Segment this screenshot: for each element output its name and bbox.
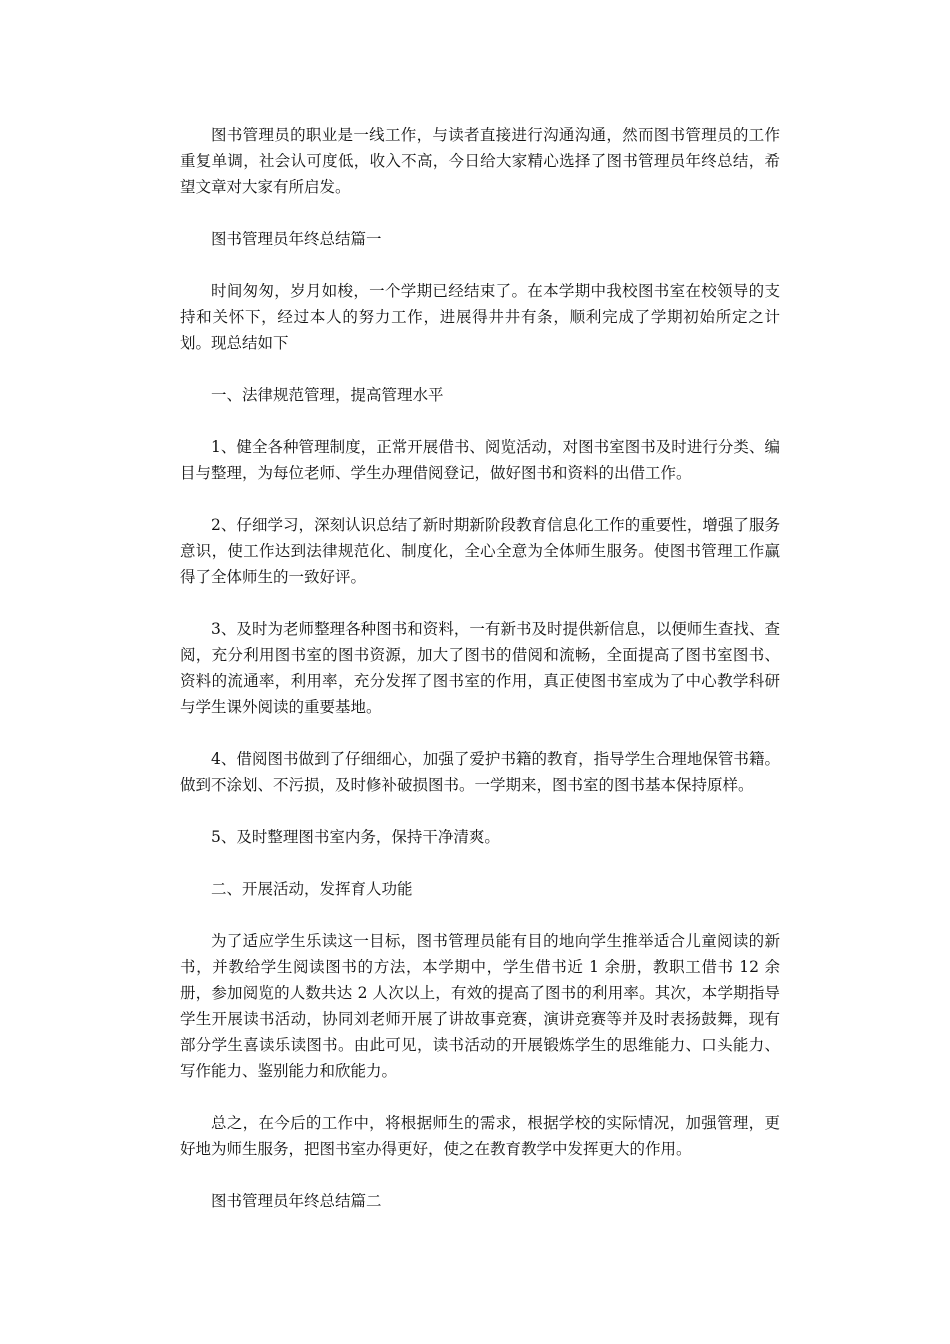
item-2-paragraph: 2、仔细学习，深刻认识总结了新时期新阶段教育信息化工作的重要性，增强了服务意识，使工作达到法律规范化、制度化，全心全意为全体师生服务。使图书管理工作赢得了全体师生的一致好评。 <box>180 516 780 586</box>
item-5-paragraph: 5、及时整理图书室内务，保持干净清爽。 <box>211 828 500 846</box>
section-heading-part-two: 图书管理员年终总结篇二 <box>211 1192 382 1210</box>
item-3-paragraph: 3、及时为老师整理各种图书和资料，一有新书及时提供新信息，以便师生查找、查阅，充分利用图书室的图书资源，加大了图书的借阅和流畅，全面提高了图书室图书、资料的流通率，利用率，充分发挥了图书室的作用，真正使图书室成为了中心教学科研与学生课外阅读的重要基地。 <box>180 620 780 716</box>
intro-paragraph: 图书管理员的职业是一线工作，与读者直接进行沟通沟通，然而图书管理员的工作重复单调，社会认可度低，收入不高，今日给大家精心选择了图书管理员年终总结，希望文章对大家有所启发。 <box>180 126 780 196</box>
item-1-paragraph: 1、健全各种管理制度，正常开展借书、阅览活动，对图书室图书及时进行分类、编目与整理，为每位老师、学生办理借阅登记，做好图书和资料的出借工作。 <box>180 438 780 482</box>
item-4-paragraph: 4、借阅图书做到了仔细细心，加强了爱护书籍的教育，指导学生合理地保管书籍。做到不涂划、不污损，及时修补破损图书。一学期来，图书室的图书基本保持原样。 <box>180 750 780 794</box>
summary-opening-paragraph: 时间匆匆，岁月如梭，一个学期已经结束了。在本学期中我校图书室在校领导的支持和关怀下，经过本人的努力工作，进展得井井有条，顺利完成了学期初始所定之计划。现总结如下 <box>180 282 780 352</box>
subheading-activities: 二、开展活动，发挥育人功能 <box>211 880 413 898</box>
subheading-management: 一、法律规范管理，提高管理水平 <box>211 386 444 404</box>
document-body <box>180 122 780 1240</box>
section-heading-part-one: 图书管理员年终总结篇一 <box>211 230 382 248</box>
activities-paragraph: 为了适应学生乐读这一目标，图书管理员能有目的地向学生推举适合儿童阅读的新书，并教给学生阅读图书的方法，本学期中，学生借书近 1 余册，教职工借书 12 余册，参加阅览的人数共达 2 人次以上，有效的提高了图书的利用率。其次，本学期指导学生开展读书活动，协同刘老师开展了讲故事竞赛，演讲竞赛等并及时表扬鼓舞，现有部分学生喜读乐读图书。由此可见，读书活动的开展锻炼学生的思维能力、口头能力、写作能力、鉴别能力和欣能力。 <box>180 932 780 1080</box>
conclusion-paragraph: 总之，在今后的工作中，将根据师生的需求，根据学校的实际情况，加强管理，更好地为师生服务，把图书室办得更好，使之在教育教学中发挥更大的作用。 <box>180 1114 780 1158</box>
